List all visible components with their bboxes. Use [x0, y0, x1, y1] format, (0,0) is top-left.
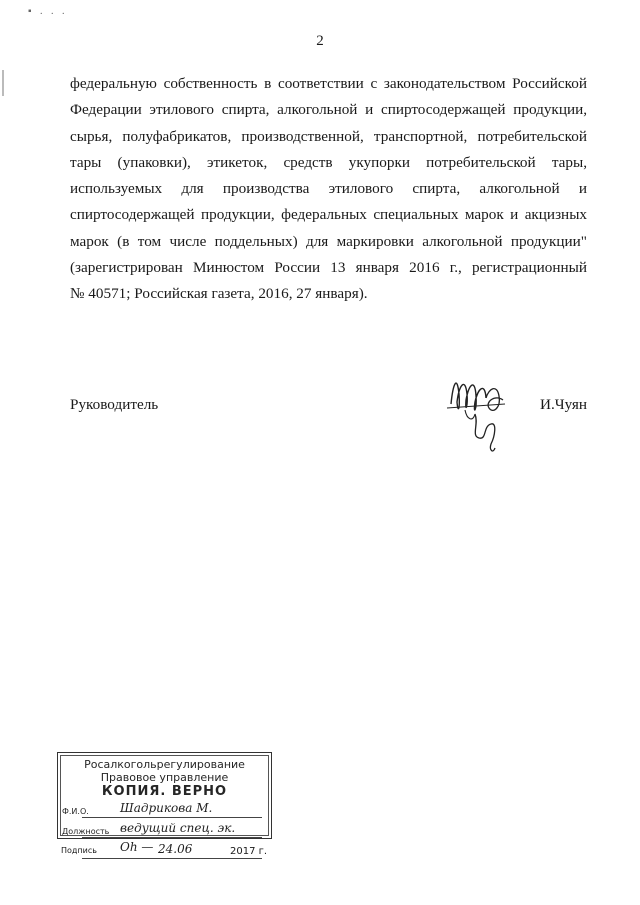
handwritten-signature: [445, 364, 513, 456]
stamp-department: Правовое управление: [100, 771, 229, 784]
body-line: спиртосодержащей продукции, федеральных специальных марок и акцизных: [70, 206, 587, 224]
stamp-fio-value: Шадрикова М.: [120, 801, 213, 815]
scan-artifact-marks: ▪ . . .: [28, 6, 68, 17]
signer-name: И.Чуян: [540, 396, 587, 413]
stamp-position-value: ведущий спец. эк.: [120, 821, 236, 835]
stamp-year: 2017 г.: [230, 846, 268, 857]
body-line: марок (в том числе поддельных) для маркировки алкогольной продукции": [70, 232, 587, 250]
body-line: Федерации этилового спирта, алкогольной и спиртосодержащей продукции,: [70, 101, 587, 119]
body-line: № 40571; Российская газета, 2016, 27 января).: [70, 285, 368, 303]
stamp-organization: Росалкогольрегулирование: [84, 758, 245, 771]
body-text: [70, 71, 587, 308]
stamp-sign-rule: [82, 858, 262, 859]
stamp-date-value: 24.06: [158, 842, 193, 856]
stamp-sign-label: Подпись: [61, 846, 97, 855]
body-line: используемых для производства этилового спирта, алкогольной и: [70, 180, 587, 198]
stamp-position-label: Должность: [62, 827, 110, 836]
signer-title: Руководитель: [70, 396, 159, 413]
stamp-fio-rule: [82, 817, 262, 818]
stamp-sign-scribble: Oh —: [120, 840, 154, 854]
stamp-position-rule: [82, 837, 262, 838]
certification-stamp: [57, 752, 272, 839]
scan-edge-artifact: [2, 70, 4, 96]
stamp-fio-label: Ф.И.О.: [62, 807, 89, 816]
body-line: сырья, полуфабрикатов, производственной, транспортной, потребительской: [70, 127, 587, 145]
page-number: 2: [316, 33, 324, 49]
stamp-copy-mark: КОПИЯ. ВЕРНО: [101, 784, 228, 799]
body-line: (зарегистрирован Минюстом России 13 января 2016 г., регистрационный: [70, 259, 587, 277]
body-line: тары (упаковки), этикеток, средств укупорки потребительской тары,: [70, 153, 587, 171]
body-line: федеральную собственность в соответствии с законодательством Российской: [70, 75, 587, 92]
